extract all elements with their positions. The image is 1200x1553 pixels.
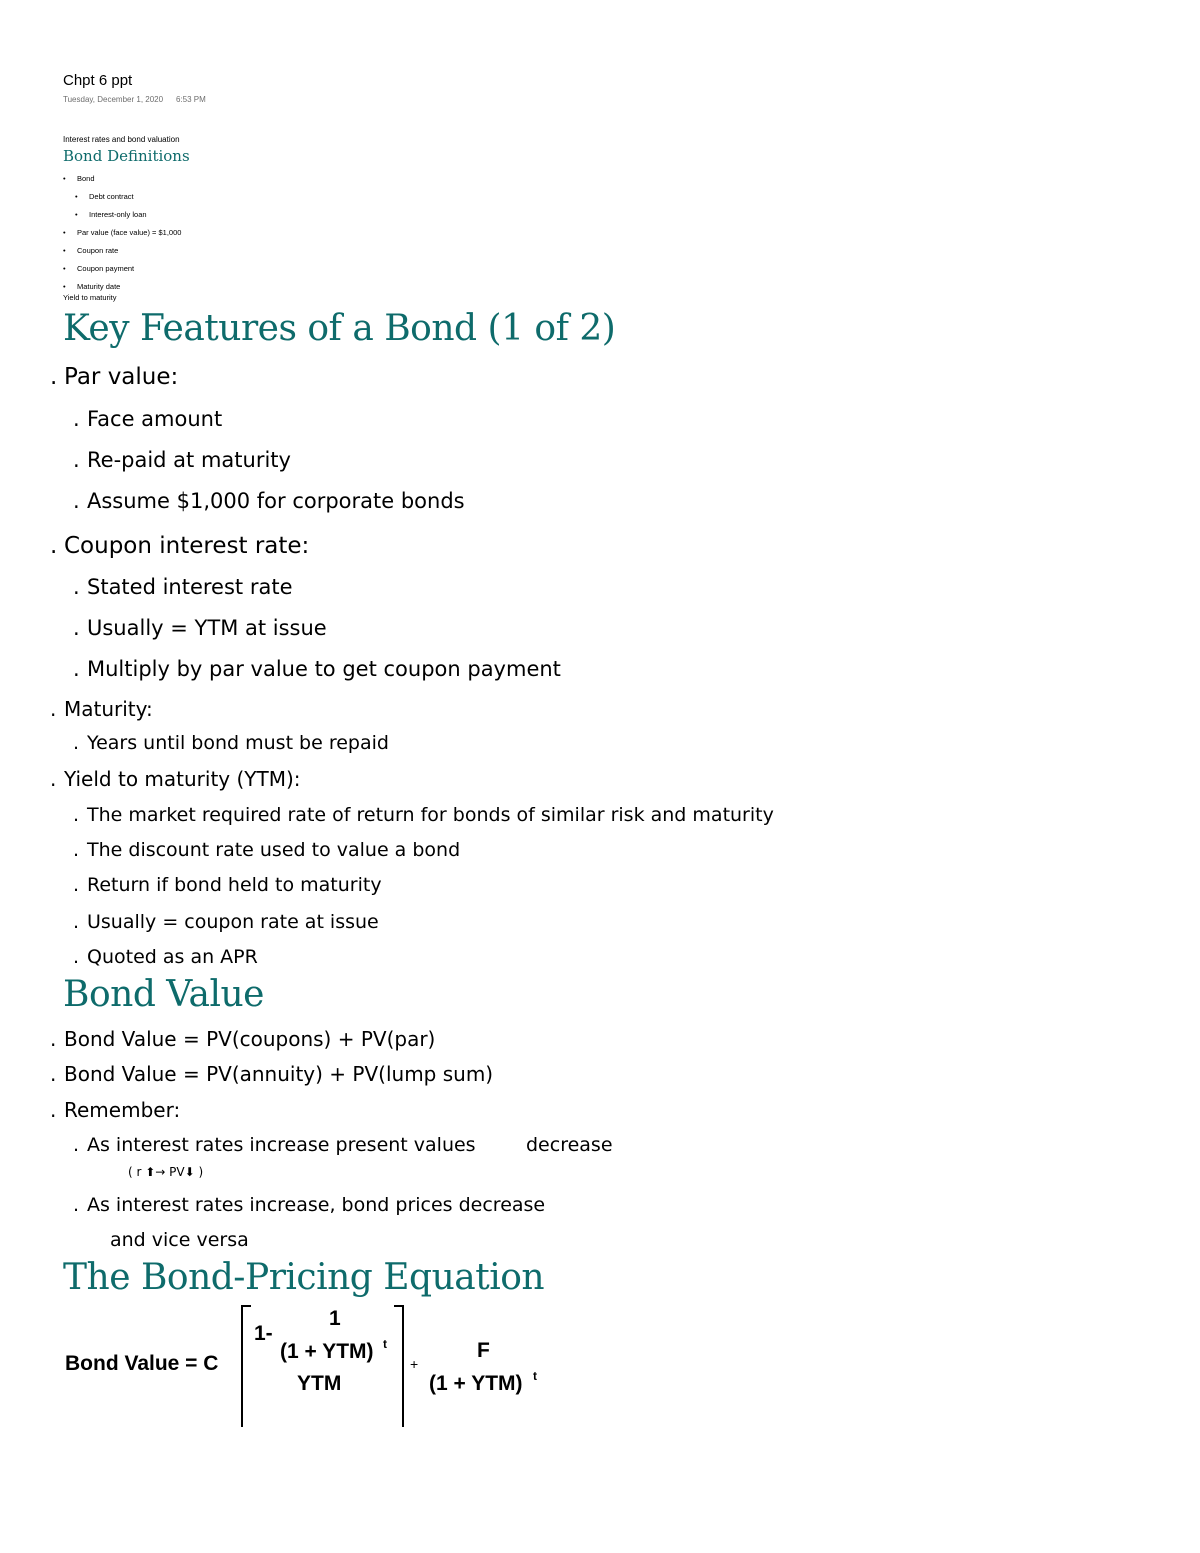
small-bullet: • Coupon rate	[63, 246, 119, 255]
eq-plus: +	[410, 1356, 419, 1372]
bullet-repaid: . Re-paid at maturity	[73, 448, 291, 472]
bullet-bv-line2: . Bond Value = PV(annuity) + PV(lump sum)	[50, 1062, 494, 1086]
bullet-stated: . Stated interest rate	[73, 575, 293, 599]
eq-one-minus: 1-	[254, 1322, 273, 1345]
bullet-assume: . Assume $1,000 for corporate bonds	[73, 489, 465, 513]
eq-bracket-right	[402, 1305, 404, 1427]
eq-denom: (1 + YTM)	[280, 1340, 374, 1363]
bullet-quoted: . Quoted as an APR	[73, 946, 258, 968]
bullet-par-value: . Par value:	[50, 364, 179, 390]
bullet-discount: . The discount rate used to value a bond	[73, 839, 461, 861]
small-bullet: • Debt contract	[75, 192, 134, 201]
small-bullet: • Coupon payment	[63, 264, 135, 273]
eq-lhs: Bond Value = C	[65, 1352, 219, 1375]
page-time: 6:53 PM	[176, 95, 206, 104]
eq-denom2: (1 + YTM)	[429, 1372, 523, 1395]
arrow-note: ( r ⬆→ PV⬇ )	[128, 1165, 204, 1179]
bullet-ytm: . Yield to maturity (YTM):	[50, 767, 301, 791]
eq-f: F	[477, 1339, 490, 1362]
bullet-usually-coupon: . Usually = coupon rate at issue	[73, 911, 379, 933]
small-bullet: • Par value (face value) = $1,000	[63, 228, 182, 237]
text-vice-versa: and vice versa	[110, 1229, 249, 1251]
small-bullet: • Maturity date	[63, 282, 121, 291]
bullet-rates-prices: . As interest rates increase, bond prices decrease	[73, 1194, 546, 1216]
bullet-remember: . Remember:	[50, 1098, 181, 1122]
bullet-market: . The market required rate of return for bonds of similar risk and maturity	[73, 804, 774, 826]
eq-bracket-left	[241, 1305, 243, 1427]
bullet-bv-line1: . Bond Value = PV(coupons) + PV(par)	[50, 1027, 436, 1051]
eq-bracket-right-top	[394, 1305, 404, 1307]
small-heading: Bond Definitions	[63, 147, 190, 165]
bullet-rates-pv: . As interest rates increase present values	[73, 1134, 476, 1156]
small-trailing: Yield to maturity	[63, 293, 117, 302]
bullet-years: . Years until bond must be repaid	[73, 732, 389, 754]
eq-exp: t	[383, 1337, 387, 1351]
eq-ytm: YTM	[297, 1372, 342, 1395]
bullet-usually-ytm: . Usually = YTM at issue	[73, 616, 327, 640]
page-date: Tuesday, December 1, 2020	[63, 95, 164, 104]
bullet-coupon-rate: . Coupon interest rate:	[50, 533, 310, 559]
heading-bond-pricing: The Bond-Pricing Equation	[63, 1257, 545, 1298]
bullet-face-amount: . Face amount	[73, 407, 223, 431]
page-title: Chpt 6 ppt	[63, 72, 133, 89]
heading-bond-value: Bond Value	[63, 974, 264, 1015]
bullet-return: . Return if bond held to maturity	[73, 874, 382, 896]
text-decrease: decrease	[526, 1134, 613, 1156]
eq-bracket-left-top	[241, 1305, 251, 1307]
small-bullet: • Bond	[63, 174, 95, 183]
bullet-maturity: . Maturity:	[50, 697, 153, 721]
eq-exp2: t	[533, 1369, 537, 1383]
small-subtitle: Interest rates and bond valuation	[63, 135, 180, 144]
heading-key-features: Key Features of a Bond (1 of 2)	[63, 308, 616, 349]
eq-num-one: 1	[329, 1307, 341, 1330]
bullet-multiply: . Multiply by par value to get coupon payment	[73, 657, 561, 681]
small-bullet: • Interest-only loan	[75, 210, 147, 219]
